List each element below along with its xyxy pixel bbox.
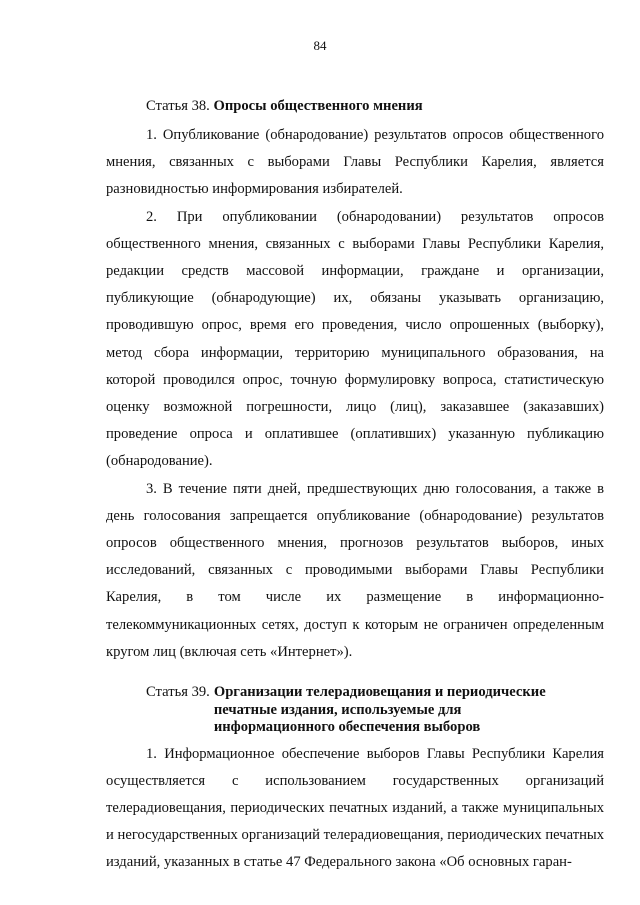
page-number: 84 — [313, 38, 327, 53]
article-38-paragraph-2: 2. При опубликовании (обнародовании) результатов опросов общественного мнения, связанных с выборами Главы Республики Карелия, редакции средств массовой информации, граждане и организации, публикующие (обнародующие) их, обязаны указывать организацию, проводившую опрос, время его проведения, число опрошенных (выборку), метод сбора информации, территорию муниципального образования, на которой проводился опрос, точную формулировку вопроса, статистическую оценку возможной погрешности, лицо (лиц), заказавшее (заказавших) проведение опроса и оплатившее (оплативших) указанную публикацию (обнародование). — [106, 208, 604, 470]
article-38-number: Статья 38. — [146, 98, 210, 114]
article-39-title-line-3: информационного обеспечения выборов — [213, 719, 481, 736]
article-38-paragraph-1: 1. Опубликование (обнародование) результатов опросов общественного мнения, связанных с выборами Главы Республики Карелия, является разновидностью информирования избирателей. — [106, 127, 604, 198]
article-39-heading — [106, 684, 604, 737]
article-39-number: Статья 39. — [146, 684, 210, 701]
article-38-heading — [106, 96, 604, 116]
document-body — [106, 96, 604, 877]
article-39-paragraph-1: 1. Информационное обеспечение выборов Главы Республики Карелия осуществляется с использованием государственных организаций телерадиовещания, периодических печатных изданий, а также муниципальных и негосударственных организаций телерадиовещания, периодических печатных изданий, указанных в статье 47 Федерального закона «Об основных гаран- — [106, 745, 604, 871]
article-39-title-line-1: Организации телерадиовещания и периодические — [213, 684, 546, 701]
article-38-title: Опросы общественного мнения — [213, 98, 423, 114]
article-39-title-line-2: печатные издания, используемые для — [213, 701, 462, 718]
article-39-title — [214, 684, 546, 737]
article-38-paragraph-3: 3. В течение пяти дней, предшествующих дню голосования, а также в день голосования запрещается опубликование (обнародование) результатов опросов общественного мнения, прогнозов результатов выборов, иных исследований, связанных с проводимыми выборами Главы Республики Карелия, в том числе их размещение в информационно-телекоммуникационных сетях, доступ к которым не ограничен определенным кругом лиц (включая сеть «Интернет»). — [106, 480, 604, 660]
